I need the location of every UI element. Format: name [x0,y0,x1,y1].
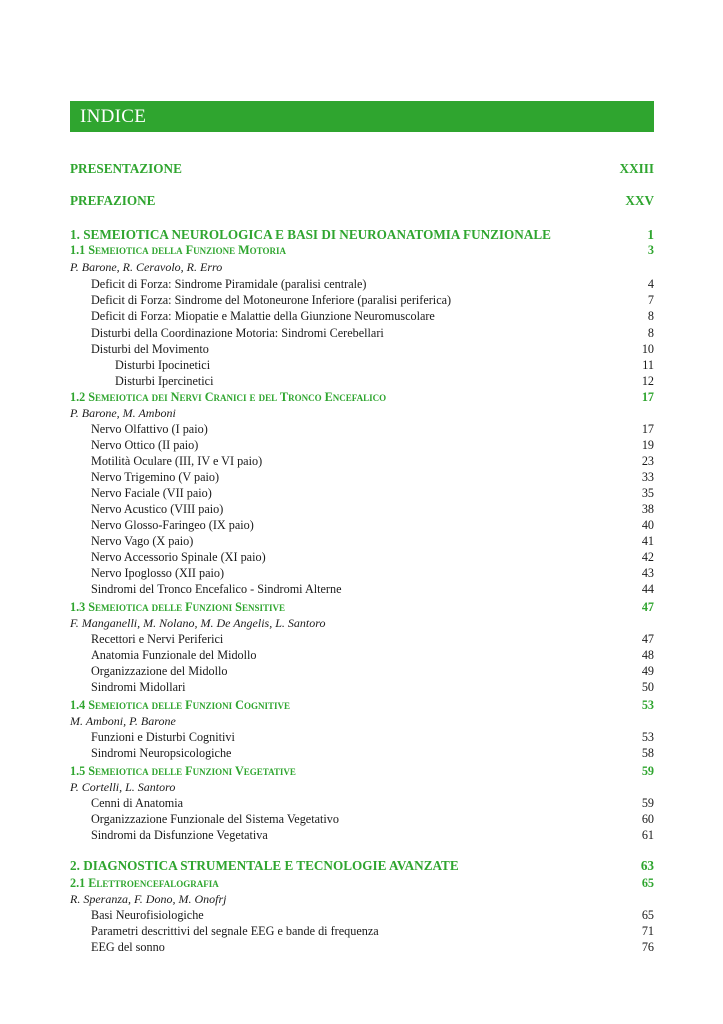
toc-page-number: 61 [641,828,654,842]
toc-item-title: Sindromi Midollari [91,680,186,694]
toc-section-entry [70,698,654,713]
toc-page-number: 49 [641,664,654,678]
toc-item [70,680,654,695]
toc-page-number: 4 [647,277,654,291]
toc-page-number: 53 [641,698,654,712]
toc-page-number: XXIII [619,161,654,176]
toc-item-title: Nervo Faciale (VII paio) [91,486,212,500]
toc-section-title: 1.5 Semeiotica delle Funzioni Vegetative [70,764,296,778]
toc-page-number: 1 [647,227,654,242]
toc-item-title: Nervo Acustico (VIII paio) [91,502,224,516]
toc-item [70,277,654,292]
toc-section-entry [70,876,654,891]
toc-item-title: Organizzazione Funzionale del Sistema Vegetativo [91,812,339,826]
toc-item-title: Nervo Ipoglosso (XII paio) [91,566,225,580]
toc-page-number: 8 [647,309,654,323]
toc-item [70,812,654,827]
toc-page-number: 10 [641,342,654,356]
toc-page-number: 65 [641,876,654,890]
toc-chapter-title: 2. DIAGNOSTICA STRUMENTALE E TECNOLOGIE AVANZATE [70,858,459,873]
toc-page-number: 48 [641,648,654,662]
toc-page-number: 19 [641,438,654,452]
toc-page-number: 47 [641,632,654,646]
toc-author-names: F. Manganelli, M. Nolano, M. De Angelis, L. Santoro [70,616,326,630]
toc-item [70,550,654,565]
toc-item [70,358,654,373]
toc-item-title: Sindromi del Tronco Encefalico - Sindromi Alterne [91,582,342,596]
toc-section-title: 1.1 Semeiotica della Funzione Motoria [70,243,287,257]
toc-item-title: Deficit di Forza: Miopatie e Malattie della Giunzione Neuromuscolare [91,309,435,323]
toc-item-title: Basi Neurofisiologiche [91,908,204,922]
toc-item-title: Sindromi da Disfunzione Vegetativa [91,828,268,842]
toc-item-title: Nervo Vago (X paio) [91,534,194,548]
toc-item-title: Parametri descrittivi del segnale EEG e bande di frequenza [91,924,379,938]
toc-item-title: Disturbi della Coordinazione Motoria: Sindromi Cerebellari [91,326,384,340]
toc-authors [70,616,654,631]
toc-item [70,309,654,324]
toc-author-names: M. Amboni, P. Barone [70,714,176,728]
toc-item-title: Nervo Accessorio Spinale (XI paio) [91,550,266,564]
toc-page-number: 63 [640,858,654,873]
toc-item [70,632,654,647]
toc-item-title: EEG del sonno [91,940,165,954]
toc-chapter-entry [70,193,654,209]
toc-item [70,828,654,843]
toc-item [70,648,654,663]
toc-page-number: XXV [625,193,654,208]
toc-page-number: 42 [641,550,654,564]
toc-item-title: Funzioni e Disturbi Cognitivi [91,730,235,744]
toc-chapter-title: 1. SEMEIOTICA NEUROLOGICA E BASI DI NEUROANATOMIA FUNZIONALE [70,227,551,242]
toc-item [70,664,654,679]
toc-item [70,293,654,308]
toc-section-title: 1.4 Semeiotica delle Funzioni Cognitive [70,698,290,712]
toc-item-title: Anatomia Funzionale del Midollo [91,648,257,662]
toc-item-title: Recettori e Nervi Periferici [91,632,224,646]
toc-section-entry [70,764,654,779]
toc-section-title: 1.2 Semeiotica dei Nervi Cranici e del Tronco Encefalico [70,390,387,404]
toc-page-number: 35 [641,486,654,500]
toc-chapter-title: PREFAZIONE [70,193,156,208]
toc-authors [70,714,654,729]
toc-item [70,908,654,923]
toc-page-number: 76 [641,940,654,954]
toc-item-title: Disturbi Ipercinetici [115,374,214,388]
toc-item [70,582,654,597]
toc-page-number: 38 [641,502,654,516]
toc-authors [70,892,654,907]
toc-authors [70,260,654,275]
toc-page-number: 8 [647,326,654,340]
toc-author-names: P. Barone, R. Ceravolo, R. Erro [70,260,223,274]
toc-page-number: 59 [641,796,654,810]
index-title-banner: INDICE [70,101,654,132]
toc-page-number: 58 [641,746,654,760]
toc-page-number: 44 [641,582,654,596]
toc-item [70,924,654,939]
toc-page-number: 3 [647,243,654,257]
toc-item [70,470,654,485]
toc-item [70,486,654,501]
toc-item [70,374,654,389]
toc-section-entry [70,243,654,258]
toc-page-number: 7 [647,293,654,307]
toc-section-title: 2.1 Elettroencefalografia [70,876,219,890]
toc-item-title: Motilità Oculare (III, IV e VI paio) [91,454,263,468]
toc-item-title: Deficit di Forza: Sindrome del Motoneurone Inferiore (paralisi periferica) [91,293,452,307]
toc-page-number: 65 [641,908,654,922]
toc-item [70,566,654,581]
toc-item [70,796,654,811]
toc-section-entry [70,600,654,615]
toc-item-title: Nervo Trigemino (V paio) [91,470,220,484]
toc-item [70,454,654,469]
toc-item [70,422,654,437]
toc-item [70,326,654,341]
toc-page-number: 23 [641,454,654,468]
toc-item-title: Deficit di Forza: Sindrome Piramidale (paralisi centrale) [91,277,367,291]
toc-page-number: 47 [641,600,654,614]
toc-authors [70,780,654,795]
toc-item [70,438,654,453]
toc-item [70,746,654,761]
toc-item-title: Nervo Glosso-Faringeo (IX paio) [91,518,254,532]
toc-section-title: 1.3 Semeiotica delle Funzioni Sensitive [70,600,285,614]
toc-page-number: 53 [641,730,654,744]
toc-section-entry [70,390,654,405]
toc-page-number: 12 [641,374,654,388]
toc-item-title: Disturbi del Movimento [91,342,209,356]
toc-page-number: 50 [641,680,654,694]
toc-chapter-title: PRESENTAZIONE [70,161,182,176]
toc-page-number: 33 [641,470,654,484]
toc-author-names: P. Cortelli, L. Santoro [70,780,176,794]
toc-author-names: P. Barone, M. Amboni [70,406,176,420]
toc-page-number: 60 [641,812,654,826]
toc-item-title: Nervo Olfattivo (I paio) [91,422,208,436]
toc-item [70,518,654,533]
toc-item [70,502,654,517]
toc-page-number: 41 [641,534,654,548]
toc-item [70,730,654,745]
toc-chapter-entry [70,227,654,243]
toc-authors [70,406,654,421]
toc-item [70,940,654,955]
toc-page-number: 11 [642,358,654,372]
toc-page-number: 17 [641,390,654,404]
toc-chapter-entry [70,858,654,874]
toc-chapter-entry [70,161,654,177]
toc-item-title: Sindromi Neuropsicologiche [91,746,232,760]
toc-item-title: Disturbi Ipocinetici [115,358,211,372]
toc-author-names: R. Speranza, F. Dono, M. Onofrj [70,892,227,906]
toc-page-number: 43 [641,566,654,580]
toc-item-title: Cenni di Anatomia [91,796,184,810]
toc-item-title: Organizzazione del Midollo [91,664,228,678]
toc-item [70,342,654,357]
toc-item-title: Nervo Ottico (II paio) [91,438,199,452]
toc-page-number: 59 [641,764,654,778]
toc-page-number: 17 [641,422,654,436]
toc-page-number: 71 [641,924,654,938]
toc-page-number: 40 [641,518,654,532]
toc-item [70,534,654,549]
